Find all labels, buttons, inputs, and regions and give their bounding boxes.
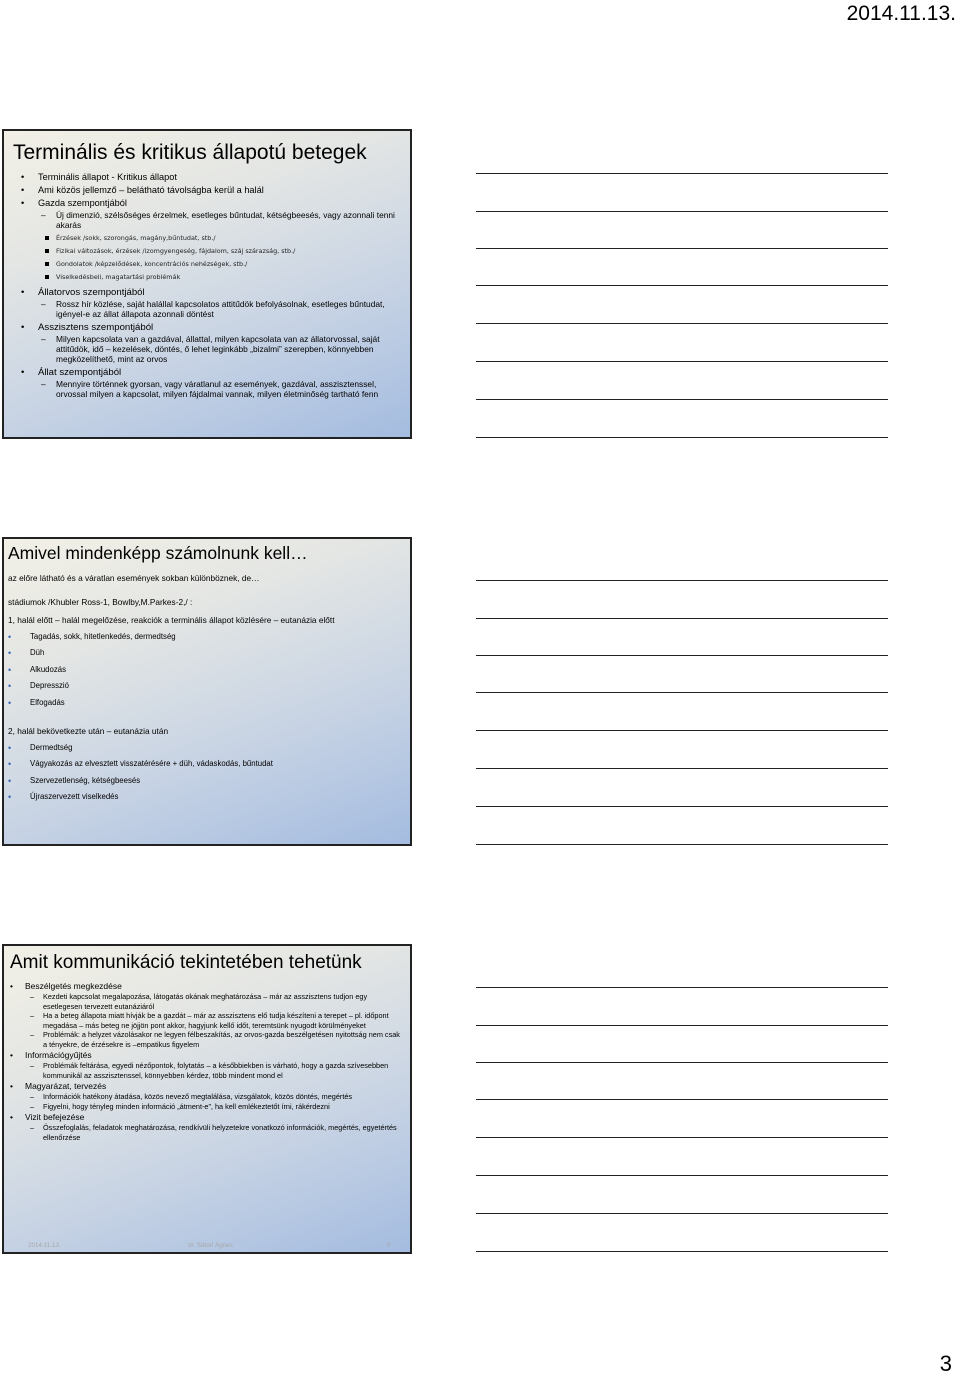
list-item: – Figyelni, hogy tényleg minden információ „átment-e”, ha kell emlékeztetőt írni, rákérdezni: [8, 1102, 406, 1112]
slide-terminal-patients: [2, 129, 412, 439]
note-line: [476, 768, 888, 769]
list-item: • Düh: [8, 645, 406, 662]
list-item: – Problémák feltárása, egyedi nézőpontok, folytatás – a későbbiekben is várható, hogy a gazda szívesebben kommunikál az asszisztenssel, könnyebben kérdez, több mindent mond el: [8, 1061, 406, 1080]
slide-title: Amivel mindenképp számolnunk kell…: [8, 543, 308, 563]
note-line: [476, 173, 888, 174]
list-item: • Állat szempontjából: [11, 366, 404, 379]
note-line: [476, 1175, 888, 1176]
list-item: Érzések /sokk, szorongás, magány,bűntudat, stb./: [11, 232, 404, 245]
note-line: [476, 285, 888, 286]
intro-text: az előre látható és a váratlan események sokban különböznek, de…: [8, 573, 260, 583]
list-item: • Alkudozás: [8, 662, 406, 679]
note-line: [476, 730, 888, 731]
note-line: [476, 399, 888, 400]
slide-communication: [2, 944, 412, 1254]
note-line: [476, 361, 888, 362]
list-item: – Ha a beteg állapota miatt hívják be a gazdát – már az asszisztens elő tudja készíteni a terepet – pl. időpont megadása – más beteg ne jöjjön pont akkor, hagyjunk kellő időt, teremtsünk nyugodt körülményeket: [8, 1011, 406, 1030]
list-item: – Új dimenzió, szélsőséges érzelmek, esetleges bűntudat, kétségbeesés, vagy azonnali tenni akarás: [11, 210, 404, 230]
note-line: [476, 1062, 888, 1063]
slide-title: Amit kommunikáció tekintetében tehetünk: [10, 952, 362, 973]
list-item: • Újraszervezett viselkedés: [8, 789, 406, 806]
page-date: 2014.11.13.: [846, 2, 956, 25]
slide-stages: [2, 537, 412, 846]
list-item: – Kezdeti kapcsolat megalapozása, látogatás okának meghatározása – már az asszisztens tudjon egy esetlegesen tervezett eutanáziáról: [8, 992, 406, 1011]
note-line: [476, 323, 888, 324]
slide-bullets: [11, 171, 404, 399]
list-item: Gondolatok /képzelődések, koncentrációs nehézségek, stb./: [11, 258, 404, 271]
note-line: [476, 1099, 888, 1100]
note-line: [476, 1137, 888, 1138]
list-item: • Tagadás, sokk, hitetlenkedés, dermedtség: [8, 629, 406, 646]
footer-author: dr. Sátori Ágnes: [188, 1242, 233, 1249]
note-line: [476, 844, 888, 845]
list-item: • Állatorvos szempontjából: [11, 286, 404, 299]
list-item: – Mennyire történnek gyorsan, vagy váratlanul az események, gazdával, asszisztenssel, orvossal milyen a kapcsolat, milyen fájdalmai vannak, milyen életminőség tartható fenn: [11, 379, 404, 399]
list-item: • Asszisztens szempontjából: [11, 321, 404, 334]
list-item: – Információk hatékony átadása, közös nevező megtalálása, vizsgálatok, közös döntés, megértés: [8, 1092, 406, 1102]
section-heading: 1, halál előtt – halál megelőzése, reakciók a terminális állapot közlésére – eutanázia előtt: [8, 615, 335, 625]
list-item: • Vizit befejezése: [8, 1111, 406, 1123]
list-item: – Milyen kapcsolata van a gazdával, állattal, milyen kapcsolata van az állatorvossal, saját attitűdök, idő – kezelések, döntés, ő lehet leginkább „bizalmi” szerepben, könnyebben megközelíthető, mint az orvos: [11, 334, 404, 364]
list-item: • Magyarázat, tervezés: [8, 1080, 406, 1092]
list-item: • Elfogadás: [8, 695, 406, 712]
note-line: [476, 1025, 888, 1026]
list-item: • Információgyűjtés: [8, 1049, 406, 1061]
list-item: – Rossz hír közlése, saját halállal kapcsolatos attitűdök befolyásolnak, esetleges bűntudat, igényel-e az állat állapota azonnali döntést: [11, 299, 404, 319]
note-line: [476, 655, 888, 656]
list-item: • Gazda szempontjából: [11, 197, 404, 210]
note-line: [476, 248, 888, 249]
list-item: • Szervezetlenség, kétségbeesés: [8, 773, 406, 790]
note-line: [476, 692, 888, 693]
list-item: • Ami közös jellemző – belátható távolságba kerül a halál: [11, 184, 404, 197]
slide-title: Terminális és kritikus állapotú betegek: [13, 141, 367, 164]
list-item: • Dermedtség: [8, 740, 406, 757]
note-line: [476, 211, 888, 212]
footer-slide-number: 9: [387, 1242, 391, 1249]
list-item: Viselkedésbeli, magatartási problémák: [11, 271, 404, 284]
note-line: [476, 1213, 888, 1214]
note-line: [476, 1251, 888, 1252]
list-item: Fizikai változások, érzések /izomgyengeség, fájdalom, száj szárazság, stb./: [11, 245, 404, 258]
slide-bullets: [8, 980, 406, 1142]
list-item: – Problémák: a helyzet vázolásakor ne legyen félbeszakítás, az orvos-gazda beszélgetésen nyitottság nem csak a tényekre, de érzésekre is –empatikus figyelem: [8, 1030, 406, 1049]
note-line: [476, 806, 888, 807]
page-number: 3: [939, 1351, 952, 1376]
list-item: • Depresszió: [8, 678, 406, 695]
list-item: • Beszélgetés megkezdése: [8, 980, 406, 992]
note-line: [476, 580, 888, 581]
list-item: • Terminális állapot - Kritikus állapot: [11, 171, 404, 184]
list-item: • Vágyakozás az elvesztett visszatérésére + düh, vádaskodás, bűntudat: [8, 756, 406, 773]
section-heading: 2, halál bekövetkezte után – eutanázia után: [8, 726, 169, 736]
note-line: [476, 987, 888, 988]
list-item: – Összefoglalás, feladatok meghatározása, rendkívüli helyzetekre vonatkozó információk, megértés, egyetértés ellenőrzése: [8, 1123, 406, 1142]
intro-text: stádiumok /Khubler Ross-1, Bowlby,M.Parkes-2,/ :: [8, 596, 193, 607]
footer-date: 2014.11.13.: [28, 1242, 61, 1249]
note-line: [476, 437, 888, 438]
note-line: [476, 618, 888, 619]
